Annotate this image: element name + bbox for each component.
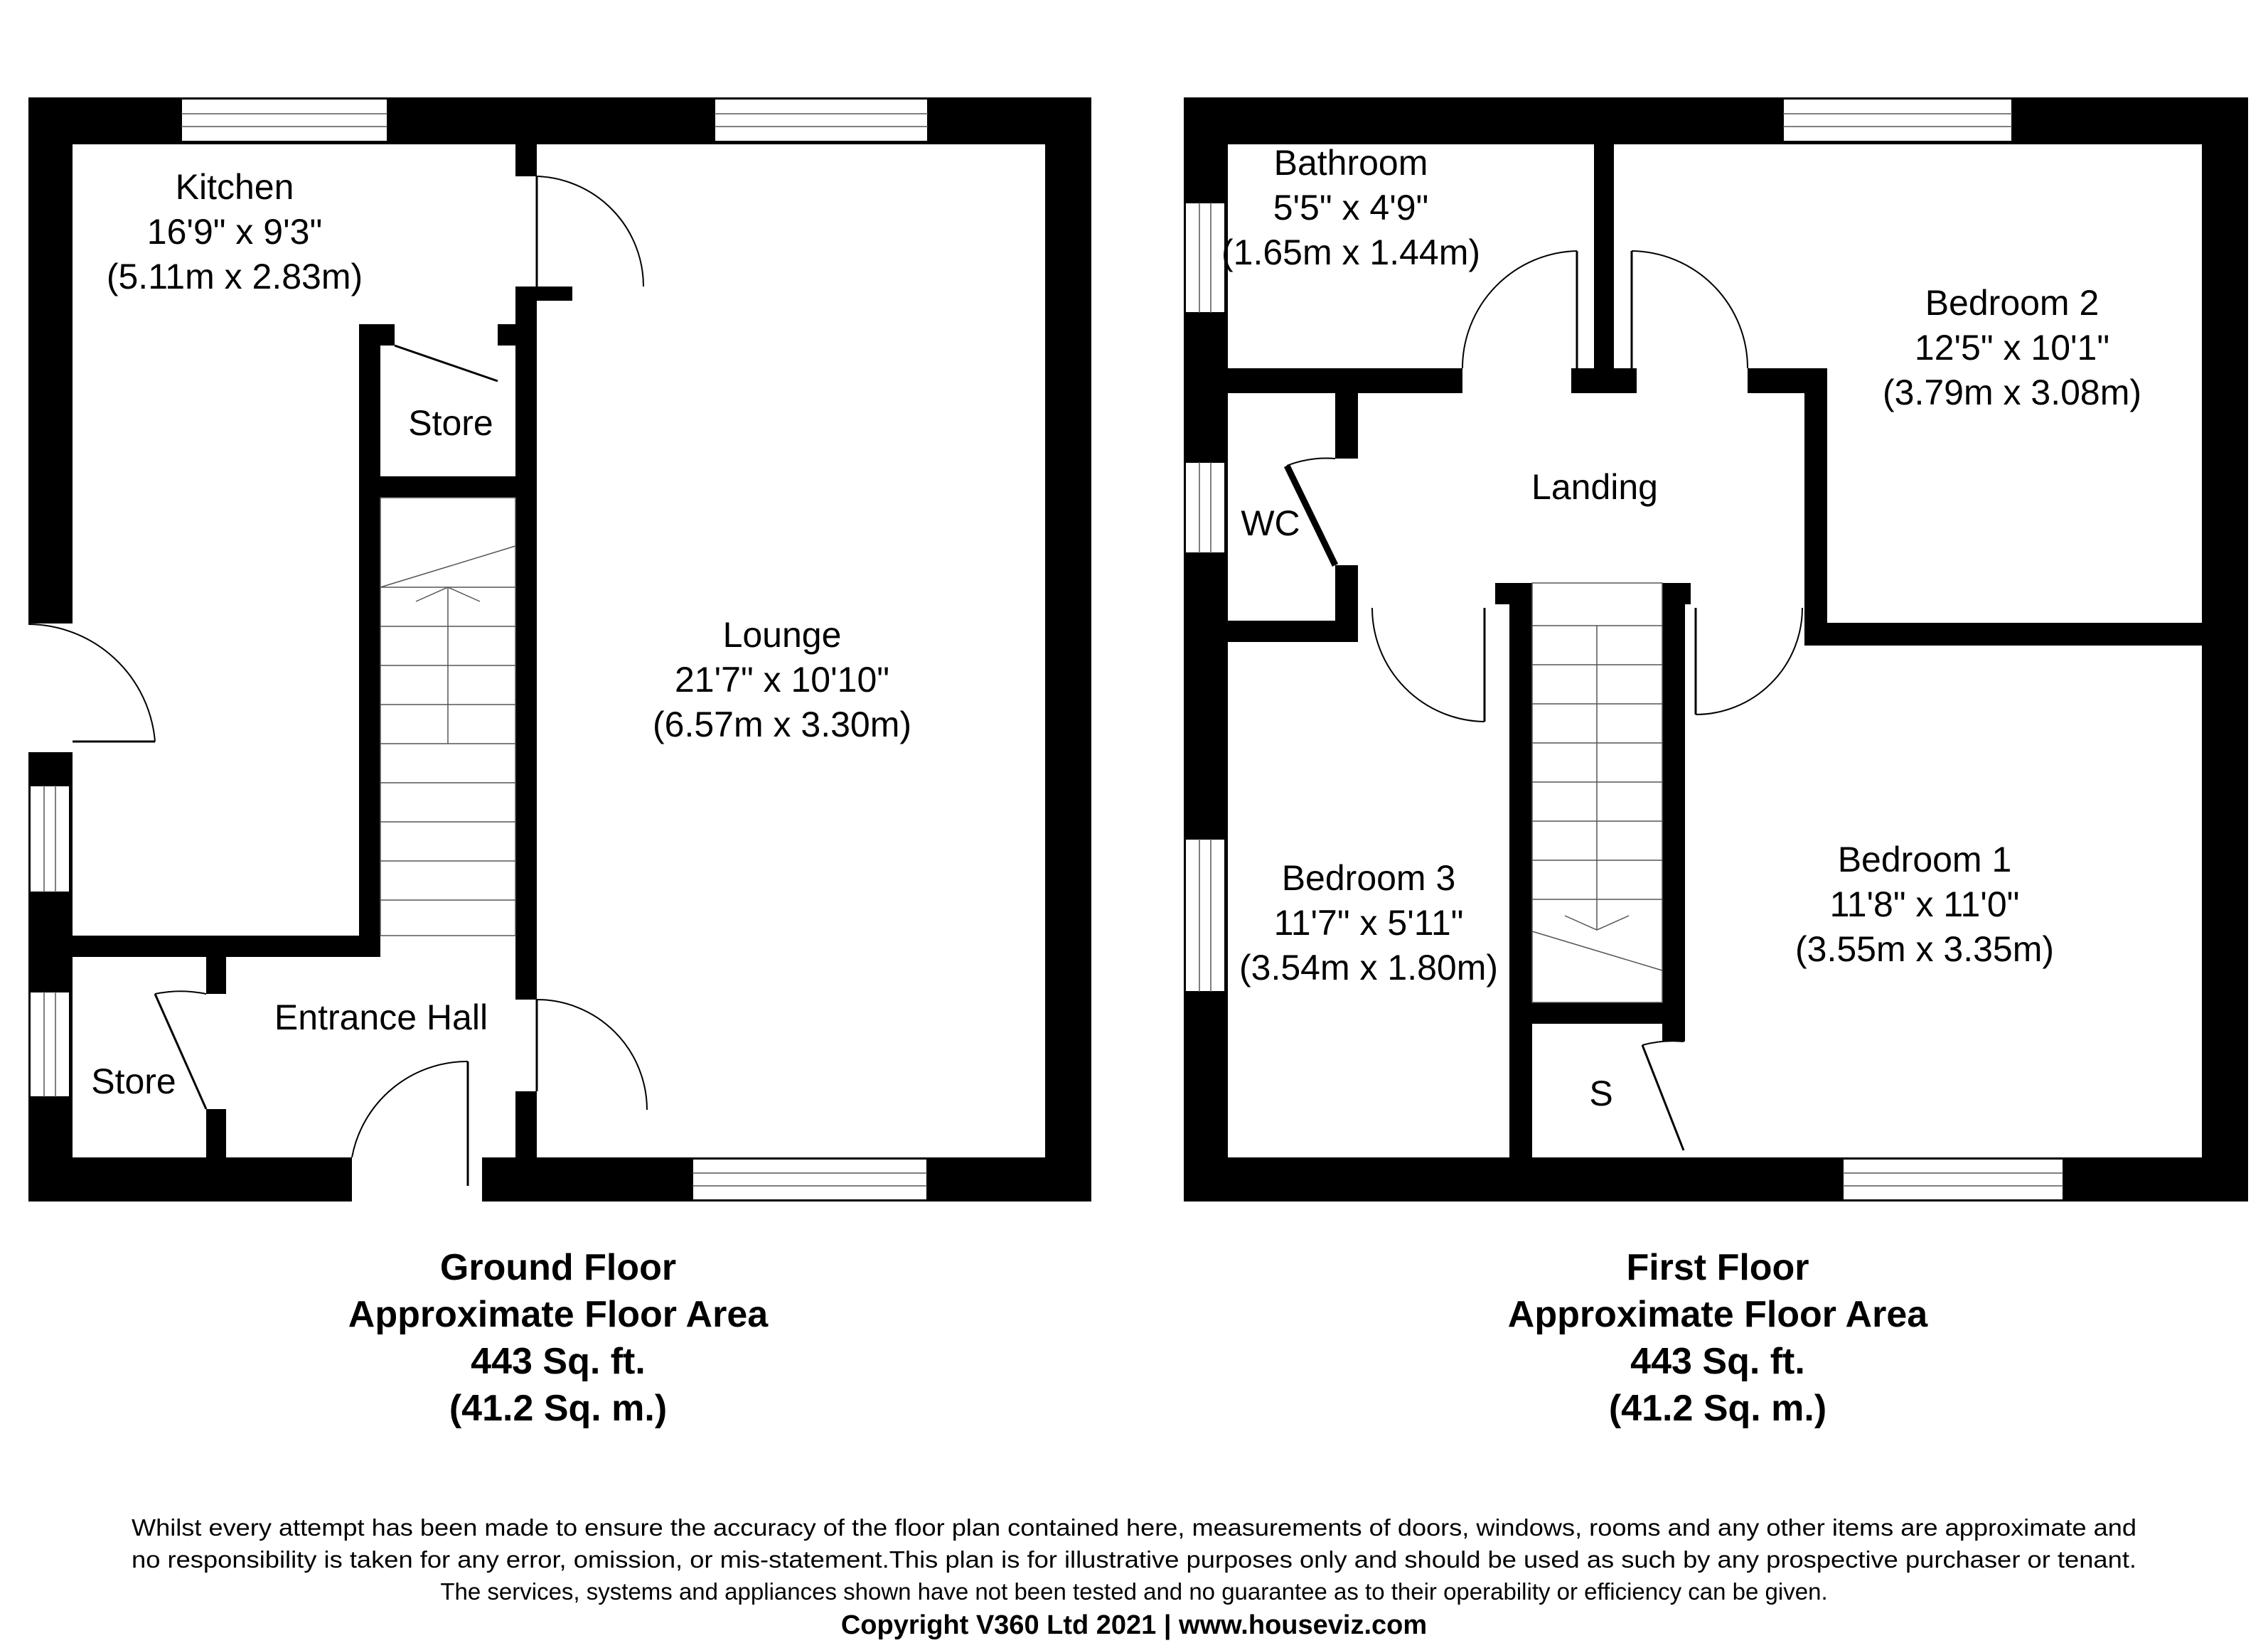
door-swing	[1287, 459, 1335, 466]
wall	[359, 324, 395, 346]
room-dim-metric-lounge: (6.57m x 3.30m)	[652, 705, 912, 744]
wall	[1662, 583, 1685, 1024]
door-swing	[1372, 608, 1485, 722]
caption-area-sqm: (41.2 Sq. m.)	[449, 1388, 668, 1429]
wall	[1571, 368, 1637, 393]
wall	[1804, 368, 1827, 623]
caption-floor-name: First Floor	[1626, 1247, 1809, 1288]
room-dim-imperial-lounge: 21'7" x 10'10"	[674, 660, 890, 700]
stair-winder	[1532, 931, 1662, 970]
room-dim-metric-bedroom-2: (3.79m x 3.08m)	[1882, 373, 2142, 412]
caption-area-label: Approximate Floor Area	[1507, 1294, 1928, 1335]
room-name-kitchen: Kitchen	[175, 167, 294, 207]
door-leaf	[395, 346, 498, 381]
room-name-bedroom-2: Bedroom 2	[1925, 283, 2099, 323]
room-dim-imperial-bathroom: 5'5" x 4'9"	[1273, 188, 1429, 228]
wall	[515, 287, 537, 1000]
door-swing	[1642, 1041, 1684, 1045]
wall	[28, 1157, 352, 1202]
wall	[537, 287, 572, 301]
window	[692, 1159, 927, 1200]
window	[181, 99, 387, 141]
room-name-bathroom: Bathroom	[1273, 143, 1428, 183]
room-name-wc: WC	[1241, 503, 1300, 543]
room-name-entrance-hall: Entrance Hall	[274, 997, 488, 1037]
disclaimer-line: Whilst every attempt has been made to ensure the accuracy of the floor plan contained here, measurements of doors, windows, rooms and any other items are approximate and	[132, 1514, 2137, 1541]
first-floor-plan	[1184, 97, 2248, 1202]
wall	[1045, 97, 1091, 1202]
wall	[73, 936, 380, 957]
wall	[1509, 1024, 1532, 1157]
room-dim-imperial-bedroom-1: 11'8" x 11'0"	[1829, 884, 2020, 924]
door-swing	[352, 1061, 468, 1157]
first-floor-caption	[1508, 1247, 1928, 1429]
room-name-landing: Landing	[1531, 467, 1658, 507]
wall	[1335, 393, 1358, 459]
room-dim-imperial-bedroom-3: 11'7" x 5'11"	[1273, 903, 1464, 943]
wall	[1509, 1002, 1685, 1024]
wall	[515, 1091, 537, 1157]
wall	[206, 1109, 226, 1157]
door-swing	[537, 176, 643, 287]
window	[715, 99, 928, 141]
wall	[1184, 97, 2248, 144]
caption-area-sqft: 443 Sq. ft.	[471, 1341, 646, 1382]
wall	[498, 324, 515, 346]
window	[1843, 1159, 2063, 1200]
wall	[1662, 1024, 1685, 1042]
room-name-bedroom-1: Bedroom 1	[1837, 840, 2012, 879]
room-name-store: Store	[91, 1061, 176, 1101]
window	[30, 992, 70, 1097]
caption-area-sqm: (41.2 Sq. m.)	[1608, 1388, 1827, 1429]
copyright-text: Copyright V360 Ltd 2021 | www.houseviz.com	[840, 1610, 1428, 1640]
door-swing	[28, 624, 155, 742]
ground-floor-caption	[348, 1247, 769, 1429]
room-dim-metric-bedroom-3: (3.54m x 1.80m)	[1239, 948, 1499, 988]
ground-floor-plan	[28, 97, 1091, 1202]
room-dim-imperial-kitchen: 16'9" x 9'3"	[146, 212, 323, 252]
disclaimer-line: The services, systems and appliances shown have not been tested and no guarantee as to their operability or efficiency can be given.	[440, 1578, 1828, 1605]
caption-floor-name: Ground Floor	[439, 1247, 677, 1288]
door-swing	[1696, 608, 1802, 715]
window	[30, 786, 70, 892]
room-dim-metric-kitchen: (5.11m x 2.83m)	[106, 257, 363, 296]
wall	[515, 144, 537, 176]
room-name-store: Store	[408, 403, 493, 443]
wall	[1228, 621, 1358, 642]
door-swing	[155, 991, 206, 994]
wall	[1748, 368, 1804, 393]
footer	[132, 1514, 2136, 1640]
room-dim-metric-bathroom: (1.65m x 1.44m)	[1221, 232, 1481, 272]
window	[1185, 839, 1225, 992]
door-leaf	[1642, 1045, 1684, 1150]
wall	[1804, 623, 2202, 646]
wall	[206, 957, 226, 994]
caption-area-label: Approximate Floor Area	[348, 1294, 769, 1335]
caption-area-sqft: 443 Sq. ft.	[1630, 1341, 1805, 1382]
wall	[1594, 144, 1614, 386]
wall	[28, 97, 73, 624]
disclaimer-line: no responsibility is taken for any error, omission, or mis-statement.This plan is for illustrative purposes only and should be used as such by any prospective purchaser or tenant.	[132, 1546, 2136, 1573]
window	[1185, 203, 1225, 313]
wall	[1184, 1157, 2248, 1202]
window	[1185, 462, 1225, 553]
wall	[1228, 368, 1462, 393]
stair-winder	[380, 546, 515, 587]
window	[1783, 99, 2012, 141]
room-name-bedroom-3: Bedroom 3	[1281, 858, 1456, 898]
room-dim-imperial-bedroom-2: 12'5" x 10'1"	[1914, 328, 2110, 368]
room-dim-metric-bedroom-1: (3.55m x 3.35m)	[1794, 929, 2055, 969]
door-swing	[1632, 251, 1748, 368]
wall	[2202, 97, 2248, 1202]
door-swing	[537, 1000, 647, 1110]
room-name-lounge: Lounge	[722, 615, 842, 655]
wall	[359, 324, 380, 936]
wall	[359, 476, 515, 498]
room-name-store-s: S	[1589, 1074, 1613, 1113]
